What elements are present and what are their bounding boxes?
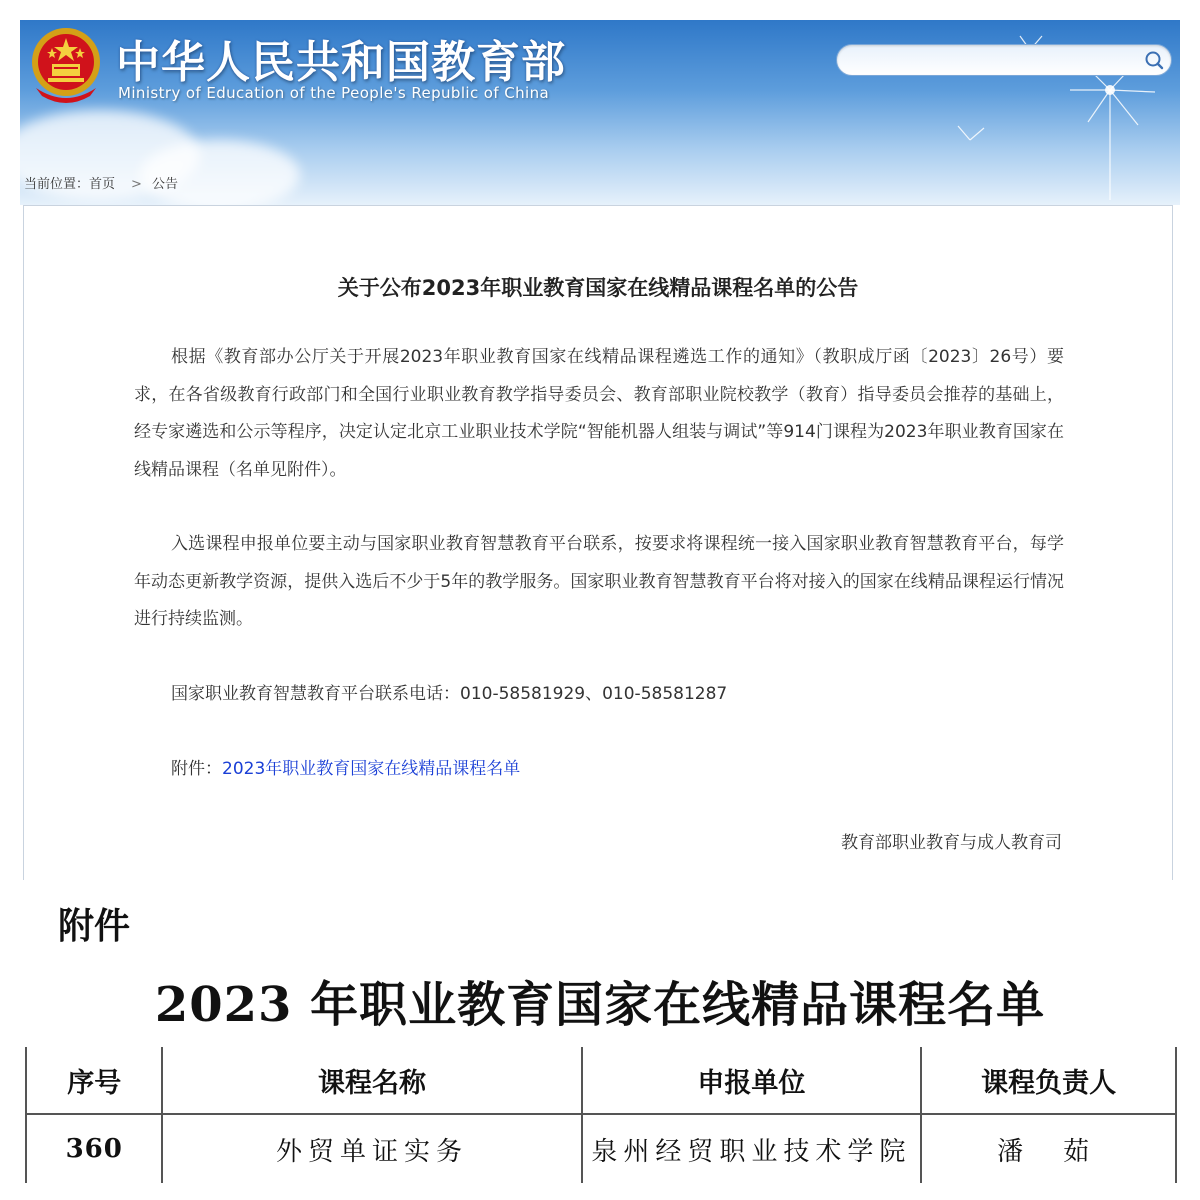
breadcrumb-current[interactable]: 公告 [151,177,178,192]
contact-phone: 国家职业教育智慧教育平台联系电话：010-58581929、010-58581287 [171,684,728,704]
article-paragraph-2: 入选课程申报单位要主动与国家职业教育智慧教育平台联系，按要求将课程统一接入国家职业教育智慧教育平台，每学年动态更新教学资源，提供入选后不少于5年的教学服务。国家职业教育智慧教育平台将对接入的国家在线精品课程运行情况进行持续监测。 [134,534,1064,629]
column-header-index: 序号 [26,1047,162,1114]
attachment-line [134,751,1064,789]
column-header-lead: 课程负责人 [921,1047,1176,1114]
attachment-link[interactable]: 2023年职业教育国家在线精品课程名单 [222,759,521,779]
site-header [20,20,1180,205]
column-header-unit: 申报单位 [582,1047,922,1114]
national-emblem-icon[interactable] [30,26,102,108]
table-header-row [26,1047,1176,1114]
article-card [23,205,1173,880]
breadcrumb-home[interactable]: 首页 [89,177,116,192]
course-list-table [25,1047,1177,1183]
appendix-label: 附件 [58,905,131,947]
breadcrumb-prefix: 当前位置： [24,177,90,192]
cell-unit: 泉州经贸职业技术学院 [582,1114,922,1183]
table-row [26,1114,1176,1183]
article-title: 关于公布2023年职业教育国家在线精品课程名单的公告 [337,276,859,300]
site-subtitle: Ministry of Education of the People's Republic of China [118,84,550,102]
column-header-course-name: 课程名称 [162,1047,581,1114]
article-paragraph-1: 根据《教育部办公厅关于开展2023年职业教育国家在线精品课程遴选工作的通知》（教职成厅函〔2023〕26号）要求，在各省级教育行政部门和全国行业职业教育教学指导委员会、教育部职业院校教学（教育）指导委员会推荐的基础上，经专家遴选和公示等程序，决定认定北京工业职业技术学院“智能机器人组装与调试”等914门课程为2023年职业教育国家在线精品课程（名单见附件）。 [134,347,1064,480]
chevron-right-icon: > [131,177,142,192]
article-signature: 教育部职业教育与成人教育司 [841,833,1062,853]
attachment-prefix: 附件： [171,759,222,779]
cell-lead: 潘茹 [921,1114,1176,1183]
site-title[interactable]: 中华人民共和国教育部 [116,37,566,88]
breadcrumb [24,173,184,192]
appendix-title: 2023 年职业教育国家在线精品课程名单 [154,977,1046,1033]
search-input[interactable] [836,44,1172,76]
cell-index: 360 [26,1114,162,1183]
search-icon[interactable] [1143,49,1165,71]
cell-course-name: 外贸单证实务 [162,1114,581,1183]
